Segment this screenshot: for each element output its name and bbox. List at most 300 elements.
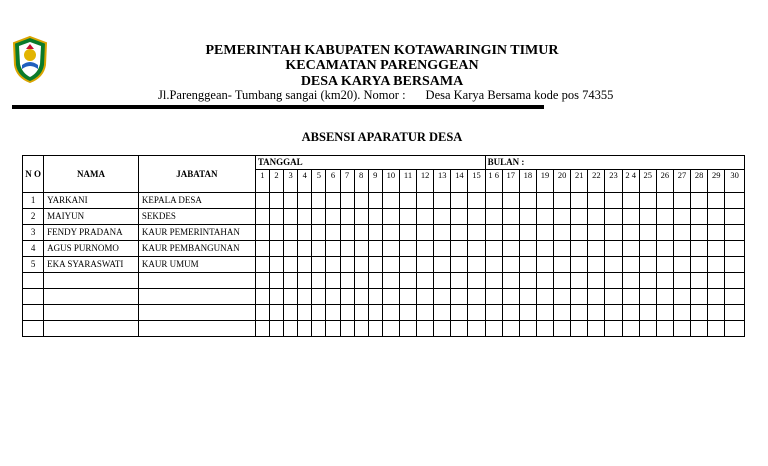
attendance-cell <box>639 225 656 241</box>
table-row <box>23 225 745 241</box>
bulan-header: BULAN : <box>485 156 744 170</box>
row-jabatan: KAUR PEMBANGUNAN <box>138 241 255 257</box>
table-row <box>23 305 745 321</box>
attendance-cell <box>382 193 399 209</box>
row-jabatan: KEPALA DESA <box>138 193 255 209</box>
attendance-cell <box>485 193 502 209</box>
attendance-cell <box>269 257 283 273</box>
attendance-cell <box>708 209 725 225</box>
attendance-cell <box>536 273 553 289</box>
attendance-cell <box>708 273 725 289</box>
attendance-cell <box>656 241 673 257</box>
attendance-cell <box>382 225 399 241</box>
day-header: 14 <box>451 170 468 193</box>
attendance-cell <box>451 193 468 209</box>
attendance-cell <box>468 273 485 289</box>
attendance-cell <box>622 273 639 289</box>
attendance-table <box>22 155 745 337</box>
attendance-cell <box>639 289 656 305</box>
attendance-cell <box>485 321 502 337</box>
attendance-cell <box>725 193 745 209</box>
row-jabatan: KAUR UMUM <box>138 257 255 273</box>
attendance-cell <box>298 257 312 273</box>
attendance-cell <box>588 241 605 257</box>
attendance-cell <box>519 257 536 273</box>
attendance-cell <box>519 289 536 305</box>
attendance-cell <box>298 289 312 305</box>
day-header: 7 <box>340 170 354 193</box>
attendance-cell <box>451 209 468 225</box>
attendance-cell <box>622 305 639 321</box>
attendance-cell <box>571 241 588 257</box>
attendance-cell <box>656 273 673 289</box>
attendance-cell <box>298 241 312 257</box>
attendance-cell <box>451 241 468 257</box>
attendance-cell <box>485 209 502 225</box>
row-jabatan <box>138 289 255 305</box>
regency-emblem-logo <box>12 35 48 83</box>
attendance-cell <box>255 305 269 321</box>
attendance-cell <box>312 209 326 225</box>
attendance-cell <box>354 193 368 209</box>
col-header-nama: NAMA <box>44 156 139 193</box>
attendance-cell <box>451 225 468 241</box>
table-row <box>23 209 745 225</box>
row-jabatan: SEKDES <box>138 209 255 225</box>
attendance-cell <box>354 273 368 289</box>
header-line-village: DESA KARYA BERSAMA <box>300 74 464 89</box>
attendance-cell <box>639 209 656 225</box>
row-no: 5 <box>23 257 44 273</box>
attendance-cell <box>354 241 368 257</box>
attendance-cell <box>340 225 354 241</box>
day-header: 27 <box>673 170 690 193</box>
attendance-cell <box>725 273 745 289</box>
attendance-cell <box>368 193 382 209</box>
attendance-cell <box>326 289 340 305</box>
attendance-cell <box>571 289 588 305</box>
attendance-cell <box>255 257 269 273</box>
attendance-cell <box>519 225 536 241</box>
attendance-cell <box>269 273 283 289</box>
attendance-cell <box>519 209 536 225</box>
attendance-cell <box>468 257 485 273</box>
attendance-cell <box>434 305 451 321</box>
attendance-cell <box>485 257 502 273</box>
attendance-cell <box>554 225 571 241</box>
attendance-cell <box>451 289 468 305</box>
attendance-cell <box>691 321 708 337</box>
attendance-cell <box>284 193 298 209</box>
attendance-cell <box>639 321 656 337</box>
attendance-body <box>23 193 745 337</box>
attendance-cell <box>298 273 312 289</box>
attendance-cell <box>519 193 536 209</box>
attendance-cell <box>691 225 708 241</box>
attendance-cell <box>382 305 399 321</box>
attendance-cell <box>639 273 656 289</box>
attendance-cell <box>502 257 519 273</box>
attendance-cell <box>284 321 298 337</box>
day-header: 21 <box>571 170 588 193</box>
attendance-cell <box>468 225 485 241</box>
attendance-cell <box>673 289 690 305</box>
day-header: 10 <box>382 170 399 193</box>
attendance-cell <box>451 305 468 321</box>
attendance-cell <box>368 289 382 305</box>
attendance-cell <box>605 305 622 321</box>
attendance-cell <box>399 289 416 305</box>
day-header: 4 <box>298 170 312 193</box>
attendance-cell <box>519 321 536 337</box>
attendance-cell <box>326 305 340 321</box>
attendance-cell <box>417 193 434 209</box>
document-title: ABSENSI APARATUR DESA <box>301 130 463 144</box>
attendance-cell <box>354 225 368 241</box>
attendance-cell <box>284 257 298 273</box>
attendance-cell <box>399 273 416 289</box>
attendance-cell <box>519 273 536 289</box>
attendance-cell <box>340 257 354 273</box>
attendance-cell <box>468 305 485 321</box>
attendance-cell <box>340 321 354 337</box>
day-header: 1 <box>255 170 269 193</box>
attendance-cell <box>485 289 502 305</box>
attendance-cell <box>434 241 451 257</box>
attendance-cell <box>269 241 283 257</box>
attendance-cell <box>605 241 622 257</box>
attendance-cell <box>434 257 451 273</box>
attendance-cell <box>708 193 725 209</box>
attendance-cell <box>725 289 745 305</box>
attendance-cell <box>588 305 605 321</box>
attendance-cell <box>417 241 434 257</box>
table-row <box>23 289 745 305</box>
attendance-cell <box>399 193 416 209</box>
row-no <box>23 321 44 337</box>
attendance-cell <box>368 241 382 257</box>
attendance-cell <box>485 241 502 257</box>
attendance-cell <box>382 273 399 289</box>
row-nama: EKA SYARASWATI <box>44 257 139 273</box>
attendance-cell <box>382 241 399 257</box>
col-header-no: N O <box>23 156 44 193</box>
header-line-district: KECAMATAN PARENGGEAN <box>285 58 479 73</box>
attendance-cell <box>691 241 708 257</box>
attendance-cell <box>656 289 673 305</box>
attendance-cell <box>485 225 502 241</box>
attendance-cell <box>399 209 416 225</box>
attendance-cell <box>605 209 622 225</box>
attendance-cell <box>354 305 368 321</box>
header-divider <box>12 105 544 109</box>
attendance-cell <box>536 209 553 225</box>
header-address <box>158 88 613 103</box>
attendance-cell <box>284 273 298 289</box>
day-header: 28 <box>691 170 708 193</box>
attendance-cell <box>571 257 588 273</box>
attendance-cell <box>451 257 468 273</box>
attendance-cell <box>656 305 673 321</box>
attendance-cell <box>673 209 690 225</box>
row-no: 2 <box>23 209 44 225</box>
attendance-cell <box>536 257 553 273</box>
day-header: 30 <box>725 170 745 193</box>
day-header: 23 <box>605 170 622 193</box>
attendance-cell <box>639 257 656 273</box>
attendance-cell <box>298 209 312 225</box>
attendance-cell <box>284 289 298 305</box>
row-jabatan <box>138 321 255 337</box>
attendance-cell <box>468 321 485 337</box>
attendance-cell <box>536 193 553 209</box>
attendance-cell <box>536 289 553 305</box>
attendance-cell <box>656 321 673 337</box>
attendance-cell <box>588 273 605 289</box>
attendance-cell <box>502 241 519 257</box>
attendance-cell <box>354 257 368 273</box>
attendance-cell <box>708 225 725 241</box>
attendance-cell <box>284 225 298 241</box>
attendance-cell <box>326 273 340 289</box>
attendance-cell <box>708 305 725 321</box>
attendance-cell <box>326 225 340 241</box>
attendance-cell <box>468 241 485 257</box>
attendance-cell <box>417 321 434 337</box>
attendance-cell <box>417 257 434 273</box>
day-header: 18 <box>519 170 536 193</box>
attendance-cell <box>382 209 399 225</box>
attendance-cell <box>382 321 399 337</box>
day-header: 3 <box>284 170 298 193</box>
row-nama <box>44 321 139 337</box>
day-header: 5 <box>312 170 326 193</box>
attendance-cell <box>519 305 536 321</box>
attendance-cell <box>368 321 382 337</box>
attendance-cell <box>502 289 519 305</box>
attendance-cell <box>312 241 326 257</box>
attendance-cell <box>434 289 451 305</box>
day-header: 9 <box>368 170 382 193</box>
attendance-cell <box>434 321 451 337</box>
row-nama <box>44 289 139 305</box>
attendance-cell <box>326 193 340 209</box>
attendance-cell <box>554 257 571 273</box>
attendance-cell <box>639 241 656 257</box>
attendance-cell <box>622 225 639 241</box>
attendance-cell <box>605 257 622 273</box>
attendance-cell <box>622 257 639 273</box>
attendance-cell <box>708 257 725 273</box>
attendance-cell <box>451 321 468 337</box>
row-nama: FENDY PRADANA <box>44 225 139 241</box>
attendance-cell <box>312 305 326 321</box>
attendance-cell <box>725 257 745 273</box>
attendance-cell <box>691 305 708 321</box>
row-no: 3 <box>23 225 44 241</box>
row-nama: MAIYUN <box>44 209 139 225</box>
attendance-cell <box>417 289 434 305</box>
attendance-cell <box>673 273 690 289</box>
attendance-cell <box>298 321 312 337</box>
attendance-cell <box>536 225 553 241</box>
attendance-cell <box>622 209 639 225</box>
attendance-cell <box>571 225 588 241</box>
attendance-cell <box>571 193 588 209</box>
attendance-cell <box>691 289 708 305</box>
day-header: 20 <box>554 170 571 193</box>
attendance-cell <box>673 193 690 209</box>
row-no: 4 <box>23 241 44 257</box>
attendance-cell <box>368 209 382 225</box>
table-row <box>23 241 745 257</box>
row-nama <box>44 273 139 289</box>
attendance-cell <box>605 225 622 241</box>
day-header: 22 <box>588 170 605 193</box>
day-header: 6 <box>326 170 340 193</box>
header-line-regency: PEMERINTAH KABUPATEN KOTAWARINGIN TIMUR <box>205 43 559 58</box>
attendance-cell <box>382 289 399 305</box>
attendance-cell <box>656 225 673 241</box>
attendance-cell <box>269 321 283 337</box>
attendance-cell <box>269 289 283 305</box>
attendance-cell <box>312 257 326 273</box>
attendance-cell <box>502 225 519 241</box>
attendance-cell <box>298 305 312 321</box>
attendance-cell <box>468 193 485 209</box>
attendance-cell <box>312 289 326 305</box>
attendance-cell <box>368 225 382 241</box>
attendance-cell <box>536 305 553 321</box>
attendance-cell <box>255 289 269 305</box>
attendance-cell <box>284 209 298 225</box>
attendance-cell <box>605 273 622 289</box>
attendance-cell <box>434 193 451 209</box>
attendance-cell <box>571 321 588 337</box>
attendance-cell <box>340 209 354 225</box>
attendance-cell <box>326 257 340 273</box>
attendance-cell <box>588 209 605 225</box>
attendance-cell <box>605 193 622 209</box>
attendance-cell <box>298 193 312 209</box>
attendance-cell <box>312 225 326 241</box>
attendance-cell <box>255 273 269 289</box>
attendance-cell <box>725 305 745 321</box>
attendance-cell <box>368 257 382 273</box>
row-nama: AGUS PURNOMO <box>44 241 139 257</box>
attendance-cell <box>673 257 690 273</box>
attendance-cell <box>399 241 416 257</box>
attendance-cell <box>312 273 326 289</box>
attendance-cell <box>284 241 298 257</box>
attendance-cell <box>340 193 354 209</box>
day-header: 17 <box>502 170 519 193</box>
attendance-cell <box>354 289 368 305</box>
day-header: 1 6 <box>485 170 502 193</box>
attendance-cell <box>588 193 605 209</box>
attendance-cell <box>622 193 639 209</box>
day-header: 2 <box>269 170 283 193</box>
attendance-cell <box>656 209 673 225</box>
day-header: 11 <box>399 170 416 193</box>
address-left: Jl.Parenggean- Tumbang sangai (km20). Nomor : <box>158 88 406 102</box>
row-no <box>23 305 44 321</box>
attendance-cell <box>326 209 340 225</box>
attendance-cell <box>368 273 382 289</box>
attendance-cell <box>622 289 639 305</box>
day-header: 13 <box>434 170 451 193</box>
attendance-cell <box>725 241 745 257</box>
attendance-cell <box>340 289 354 305</box>
attendance-cell <box>536 241 553 257</box>
attendance-cell <box>605 321 622 337</box>
attendance-cell <box>417 273 434 289</box>
attendance-cell <box>354 209 368 225</box>
attendance-cell <box>554 273 571 289</box>
attendance-cell <box>502 321 519 337</box>
attendance-cell <box>468 289 485 305</box>
attendance-cell <box>451 273 468 289</box>
attendance-cell <box>673 321 690 337</box>
attendance-cell <box>708 289 725 305</box>
attendance-cell <box>502 273 519 289</box>
attendance-cell <box>417 209 434 225</box>
day-header: 2 4 <box>622 170 639 193</box>
attendance-cell <box>354 321 368 337</box>
attendance-cell <box>434 273 451 289</box>
attendance-cell <box>725 209 745 225</box>
attendance-cell <box>269 193 283 209</box>
attendance-cell <box>588 225 605 241</box>
attendance-cell <box>368 305 382 321</box>
attendance-cell <box>399 305 416 321</box>
attendance-cell <box>554 321 571 337</box>
attendance-cell <box>434 225 451 241</box>
attendance-cell <box>399 257 416 273</box>
attendance-cell <box>656 193 673 209</box>
day-header: 29 <box>708 170 725 193</box>
attendance-cell <box>284 305 298 321</box>
day-header: 15 <box>468 170 485 193</box>
row-jabatan <box>138 273 255 289</box>
attendance-cell <box>340 273 354 289</box>
attendance-cell <box>399 225 416 241</box>
attendance-cell <box>622 321 639 337</box>
attendance-cell <box>691 193 708 209</box>
attendance-cell <box>502 209 519 225</box>
attendance-cell <box>417 305 434 321</box>
attendance-cell <box>382 257 399 273</box>
row-no: 1 <box>23 193 44 209</box>
attendance-cell <box>536 321 553 337</box>
attendance-cell <box>485 273 502 289</box>
attendance-cell <box>639 305 656 321</box>
row-no <box>23 289 44 305</box>
attendance-cell <box>571 209 588 225</box>
attendance-cell <box>502 305 519 321</box>
attendance-cell <box>571 305 588 321</box>
attendance-cell <box>485 305 502 321</box>
attendance-cell <box>554 305 571 321</box>
attendance-cell <box>326 321 340 337</box>
attendance-cell <box>255 321 269 337</box>
attendance-cell <box>725 225 745 241</box>
attendance-cell <box>519 241 536 257</box>
row-nama: YARKANI <box>44 193 139 209</box>
attendance-cell <box>255 241 269 257</box>
attendance-cell <box>639 193 656 209</box>
table-row <box>23 193 745 209</box>
